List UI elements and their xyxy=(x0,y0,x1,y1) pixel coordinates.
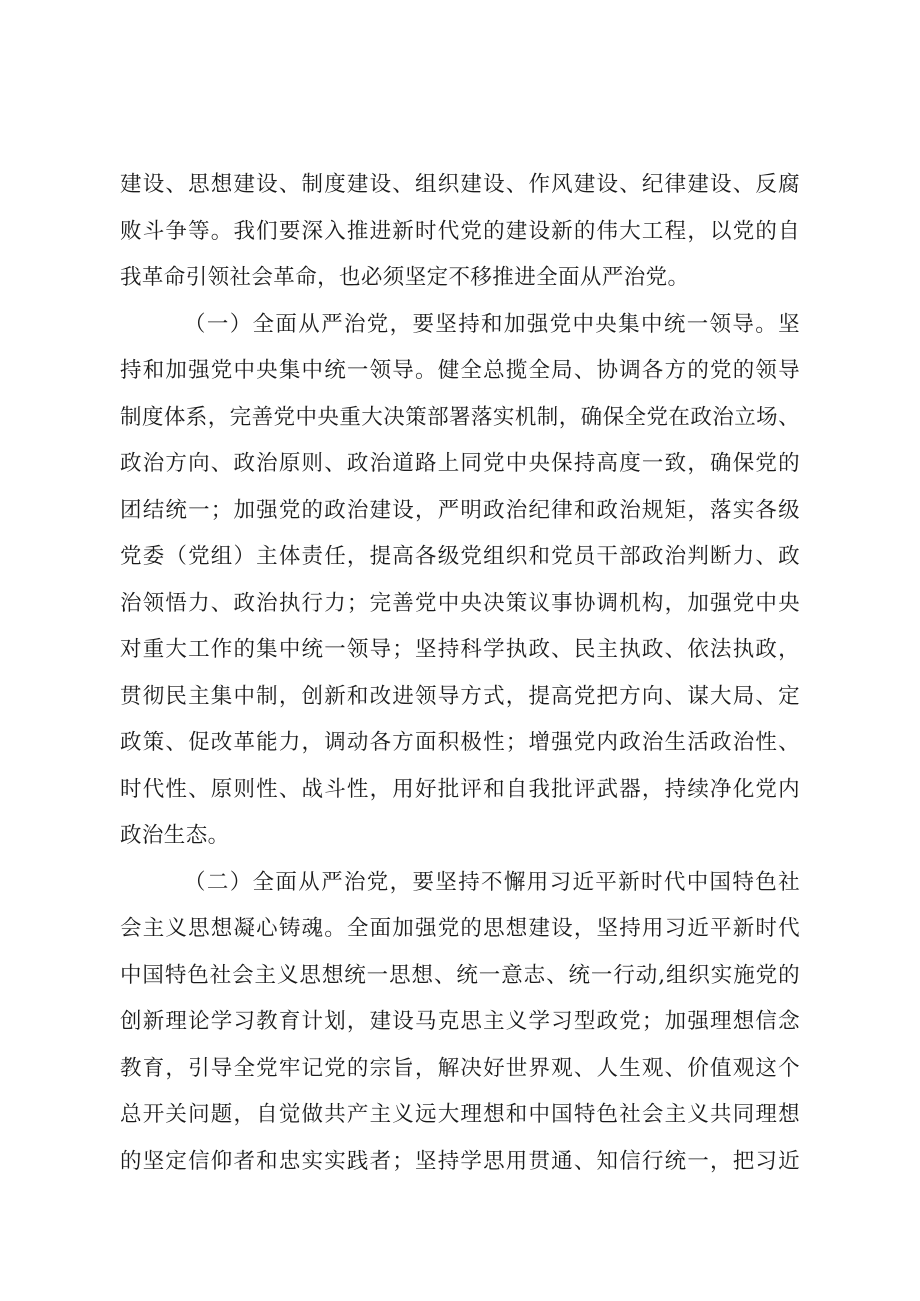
text-line: 的坚定信仰者和忠实实践者；坚持学思用贯通、知信行统一，把习近 xyxy=(120,1148,800,1174)
text-line: 团结统一；加强党的政治建设，严明政治纪律和政治规矩，落实各级 xyxy=(120,497,800,523)
text-line: 败斗争等。我们要深入推进新时代党的建设新的伟大工程，以党的自 xyxy=(120,218,800,244)
text-line: 对重大工作的集中统一领导；坚持科学执政、民主执政、依法执政， xyxy=(120,637,800,662)
text-line: 政策、促改革能力，调动各方面积极性；增强党内政治生活政治性、 xyxy=(120,730,800,755)
text-line: 党委（党组）主体责任，提高各级党组织和党员干部政治判断力、政 xyxy=(120,544,800,569)
section-heading-line: （一）全面从严治党，要坚持和加强党中央集中统一领导。坚 xyxy=(184,311,800,337)
text-line: 会主义思想凝心铸魂。全面加强党的思想建设，坚持用习近平新时代 xyxy=(120,916,800,941)
text-line: 建设、思想建设、制度建设、组织建设、作风建设、纪律建设、反腐 xyxy=(120,172,800,197)
text-line: 我革命引领社会革命，也必须坚定不移推进全面从严治党。 xyxy=(120,265,690,290)
text-line: 教育，引导全党牢记党的宗旨，解决好世界观、人生观、价值观这个 xyxy=(120,1055,800,1081)
text-line: 创新理论学习教育计划，建设马克思主义学习型政党；加强理想信念 xyxy=(120,1009,800,1034)
text-line: 时代性、原则性、战斗性，用好批评和自我批评武器，持续净化党内 xyxy=(120,776,800,802)
text-line: 治领悟力、政治执行力；完善党中央决策议事协调机构，加强党中央 xyxy=(120,590,800,616)
section-heading-line: （二）全面从严治党，要坚持不懈用习近平新时代中国特色社 xyxy=(184,869,800,895)
text-line: 政治生态。 xyxy=(120,823,230,848)
text-line: 持和加强党中央集中统一领导。健全总揽全局、协调各方的党的领导 xyxy=(120,358,800,383)
text-line: 贯彻民主集中制，创新和改进领导方式，提高党把方向、谋大局、定 xyxy=(120,683,800,709)
text-line: 政治方向、政治原则、政治道路上同党中央保持高度一致，确保党的 xyxy=(120,451,800,476)
text-line: 制度体系，完善党中央重大决策部署落实机制，确保全党在政治立场、 xyxy=(120,404,800,430)
text-line: 总开关问题，自觉做共产主义远大理想和中国特色社会主义共同理想 xyxy=(120,1102,800,1127)
body-text xyxy=(120,162,800,1185)
text-line: 中国特色社会主义思想统一思想、统一意志、统一行动,组织实施党的 xyxy=(120,962,800,988)
